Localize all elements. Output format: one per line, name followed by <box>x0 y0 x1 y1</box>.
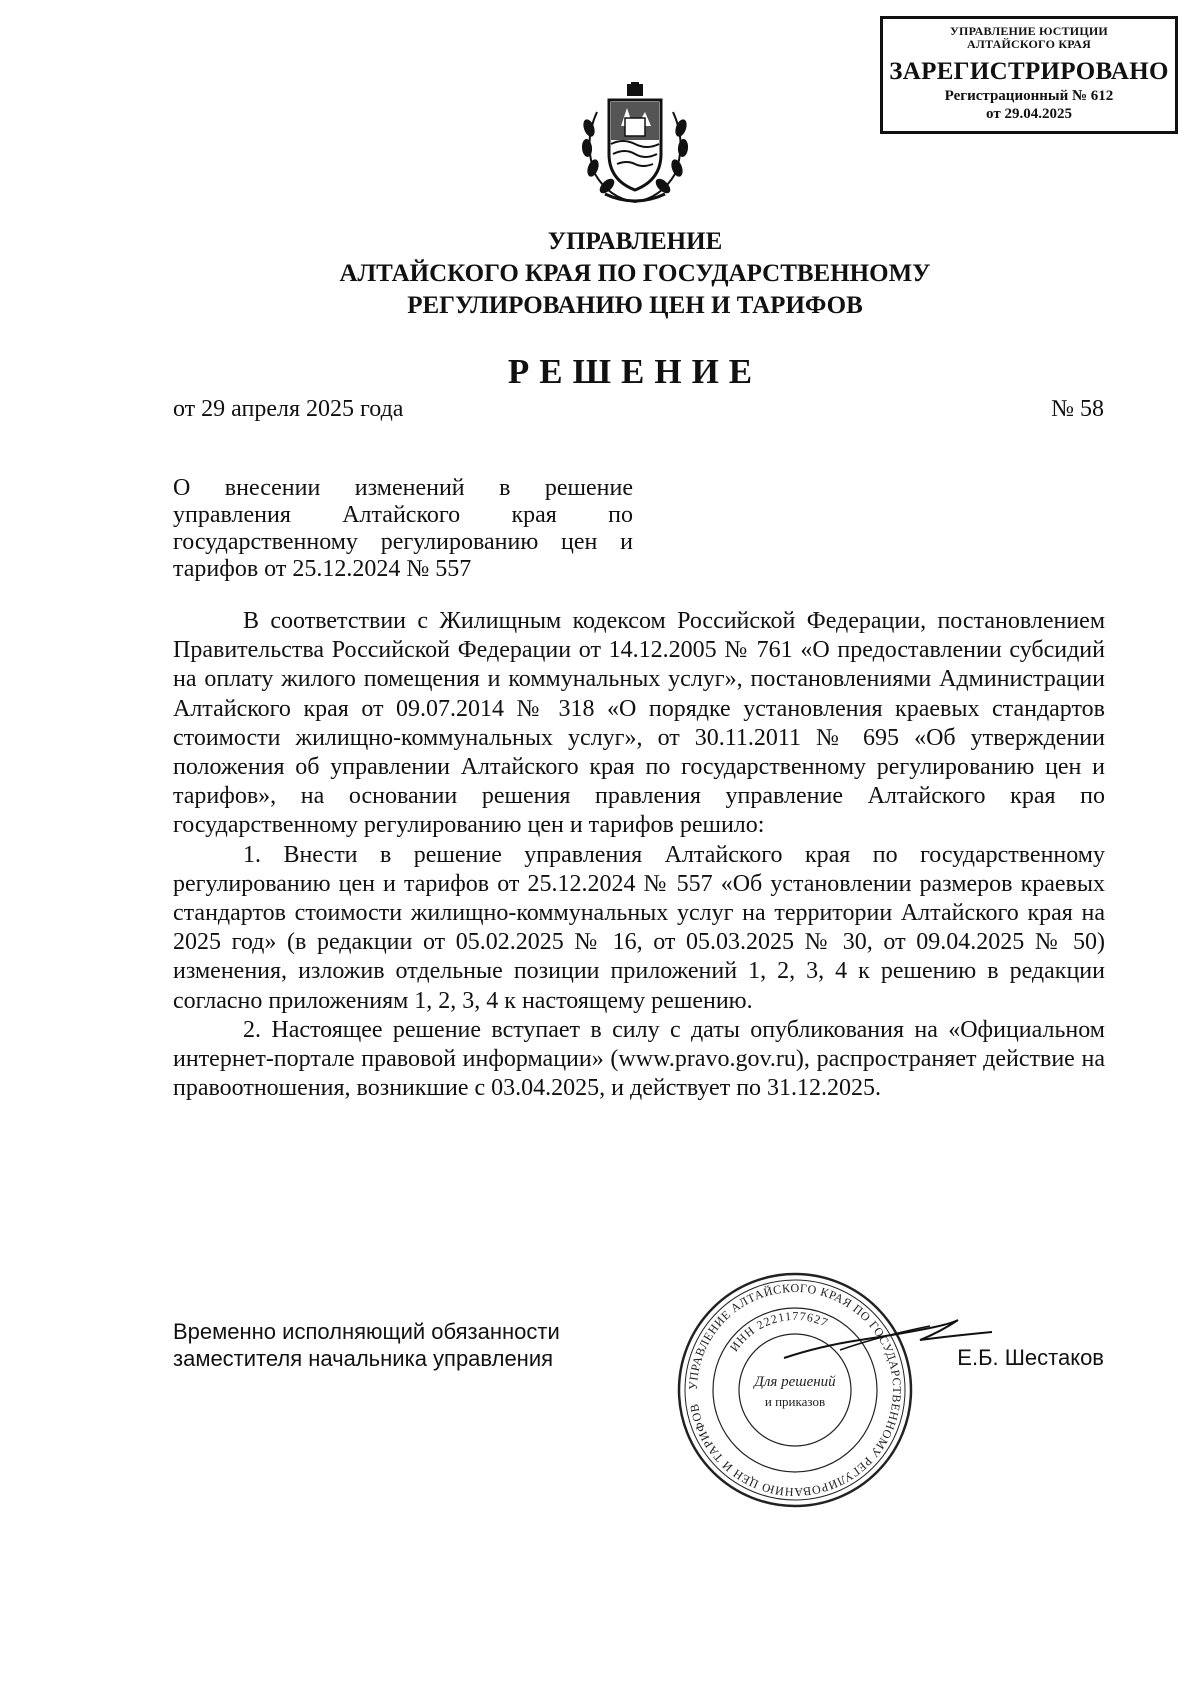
signatory-name: Е.Б. Шестаков <box>957 1345 1104 1370</box>
signatory-position <box>173 1318 633 1372</box>
organization-title-line3: РЕГУЛИРОВАНИЮ ЦЕН И ТАРИФОВ <box>407 292 863 319</box>
registration-date: от 29.04.2025 <box>986 106 1072 122</box>
official-seal-icon <box>675 1270 915 1510</box>
organization-title-line2: АЛТАЙСКОГО КРАЯ ПО ГОСУДАРСТВЕННОМУ <box>339 260 931 287</box>
seal-center-line2: и приказов <box>764 1394 826 1409</box>
signatory-position-line1: Временно исполняющий обязанности <box>173 1319 560 1344</box>
seal-inn-text: ИНН 2221177627 <box>726 1308 831 1355</box>
seal-ring-text: УПРАВЛЕНИЕ АЛТАЙСКОГО КРАЯ ПО ГОСУДАРСТВЕННОМУ РЕГУЛИРОВАНИЮ ЦЕН И ТАРИФОВ <box>685 1280 905 1500</box>
document-type: РЕШЕНИЕ <box>507 352 763 391</box>
registration-status: ЗАРЕГИСТРИРОВАНО <box>889 58 1169 85</box>
registration-dept-line1: УПРАВЛЕНИЕ ЮСТИЦИИ <box>950 24 1108 38</box>
registration-dept-line2: АЛТАЙСКОГО КРАЯ <box>967 37 1091 51</box>
signatory-position-line2: заместителя начальника управления <box>173 1346 554 1371</box>
registration-stamp <box>880 16 1178 134</box>
body-preamble: В соответствии с Жилищным кодексом Российской Федерации, постановлением Правительства Российской Федерации от 14.12.2005 № 761 «О предоставлении субсидий на оплату жилого помещения и коммунальных услуг», постановлениями Администрации Алтайского края от 09.07.2014 № 318 «О порядке установления краевых стандартов стоимости жилищно-коммунальных услуг», от 30.11.2011 № 695 «Об утверждении положения об управлении Алтайского края по государственному регулированию цен и тарифов», на основании решения правления управление Алтайского края по государственному регулированию цен и тарифов решило: <box>173 608 1105 839</box>
document-number: № 58 <box>1051 396 1104 422</box>
handwritten-signature-icon <box>780 1310 1000 1370</box>
organization-title-line1: УПРАВЛЕНИЕ <box>547 228 723 255</box>
document-body <box>173 607 1105 1103</box>
document-subject: О внесении изменений в решение управления Алтайского края по государственному регулированию цен и тарифов от 25.12.2024 № 557 <box>173 475 633 582</box>
seal-center-line1: Для решений <box>754 1374 836 1390</box>
body-item-2: 2. Настоящее решение вступает в силу с даты опубликования на «Официальном интернет-портале правовой информации» (www.pravo.gov.ru), распространяет действие на правоотношения, возникшие с 03.04.2025, и действует по 31.12.2025. <box>173 1016 1105 1102</box>
organization-title <box>200 226 1070 322</box>
registration-number: Регистрационный № 612 <box>944 88 1114 104</box>
document-date: от 29 апреля 2025 года <box>173 396 404 422</box>
body-item-1: 1. Внести в решение управления Алтайского края по государственному регулированию цен и тарифов от 25.12.2024 № 557 «Об установлении размеров краевых стандартов стоимости жилищно-коммунальных услуг на территории Алтайского края на 2025 год» (в редакции от 05.02.2025 № 16, от 05.03.2025 № 30, от 09.04.2025 № 50) изменения, изложив отдельные позиции приложений 1, 2, 3, 4 к решению в редакции согласно приложениям 1, 2, 3, 4 к настоящему решению. <box>173 841 1105 1014</box>
coat-of-arms-icon <box>575 82 695 208</box>
